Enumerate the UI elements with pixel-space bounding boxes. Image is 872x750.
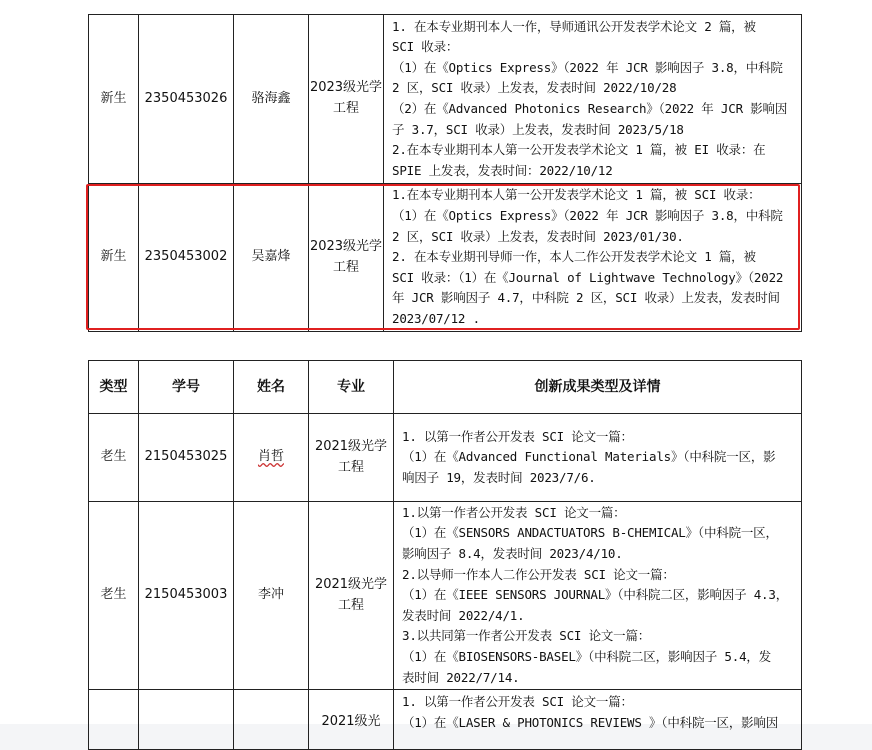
detail-line: 2023/07/12 . bbox=[392, 310, 480, 326]
header-name: 姓名 bbox=[234, 361, 309, 414]
name-text: 肖哲 bbox=[257, 449, 284, 465]
cell-type: 新生 bbox=[89, 184, 139, 332]
detail-line: 2.以导师一作本人二作公开发表 SCI 论文一篇： bbox=[402, 566, 675, 582]
table-row bbox=[89, 414, 802, 502]
cell-name bbox=[234, 414, 309, 502]
table-row bbox=[89, 690, 802, 750]
table-row bbox=[89, 184, 802, 332]
cell-name: 李冲 bbox=[234, 502, 309, 690]
detail-line: 2. 在本专业期刊导师一作，本人二作公开发表学术论文 1 篇，被 bbox=[392, 249, 756, 265]
cell-student-id bbox=[139, 690, 234, 750]
cell-major: 2023级光学工程 bbox=[309, 184, 384, 332]
cell-major: 2023级光学工程 bbox=[309, 15, 384, 184]
detail-line: （2）在《Advanced Photonics Research》（2022 年 JCR 影响因 bbox=[392, 101, 788, 116]
detail-line: 1. 在本专业期刊本人一作，导师通讯公开发表学术论文 2 篇，被 bbox=[392, 18, 756, 34]
header-type: 类型 bbox=[89, 361, 139, 414]
detail-line: （1）在《LASER & PHOTONICS REVIEWS 》（中科院一区，影响因 bbox=[402, 714, 779, 730]
detail-line: 2.在本专业期刊本人第一公开发表学术论文 1 篇，被 EI 收录：在 bbox=[392, 142, 766, 158]
cell-student-id: 2350453026 bbox=[139, 15, 234, 184]
cell-student-id: 2350453002 bbox=[139, 184, 234, 332]
cell-name bbox=[234, 690, 309, 750]
cell-student-id: 2150453025 bbox=[139, 414, 234, 502]
detail-line: （1）在《Optics Express》（2022 年 JCR 影响因子 3.8，中科院 bbox=[392, 208, 783, 224]
detail-line: SPIE 上发表，发表时间：2022/10/12 bbox=[392, 162, 613, 178]
table-header-row bbox=[89, 361, 802, 414]
achievements-table-new-students bbox=[88, 14, 802, 332]
header-student-id: 学号 bbox=[139, 361, 234, 414]
detail-line: （1）在《Optics Express》（2022 年 JCR 影响因子 3.8，中科院 bbox=[392, 59, 783, 75]
detail-line: 影响因子 8.4，发表时间 2023/4/10. bbox=[402, 546, 623, 562]
detail-line: 子 3.7，SCI 收录）上发表，发表时间 2023/5/18 bbox=[392, 121, 684, 137]
table-row bbox=[89, 15, 802, 184]
cell-type: 老生 bbox=[89, 502, 139, 690]
achievements-table-senior-students bbox=[88, 360, 802, 750]
header-details: 创新成果类型及详情 bbox=[394, 361, 802, 414]
cell-details bbox=[394, 502, 802, 690]
table-row bbox=[89, 502, 802, 690]
detail-line: （1）在《Advanced Functional Materials》（中科院一区，影 bbox=[402, 449, 776, 465]
cell-details bbox=[384, 15, 802, 184]
detail-line: 表时间 2022/7/14. bbox=[402, 669, 520, 685]
cell-name: 骆海鑫 bbox=[234, 15, 309, 184]
detail-line: （1）在《SENSORS ANDACTUATORS B-CHEMICAL》（中科院一区， bbox=[402, 525, 778, 541]
detail-line: SCI 收录：（1）在《Journal of Lightwave Technology》（2022 bbox=[392, 269, 784, 285]
detail-line: 响因子 19，发表时间 2023/7/6. bbox=[402, 469, 596, 485]
detail-line: 1.在本专业期刊本人第一公开发表学术论文 1 篇，被 SCI 收录： bbox=[392, 187, 761, 203]
detail-line: 发表时间 2022/4/1. bbox=[402, 607, 525, 623]
detail-line: 2 区，SCI 收录）上发表，发表时间 2023/01/30. bbox=[392, 228, 684, 244]
cell-type: 新生 bbox=[89, 15, 139, 184]
cell-type bbox=[89, 690, 139, 750]
detail-line: SCI 收录： bbox=[392, 39, 459, 55]
detail-line: （1）在《IEEE SENSORS JOURNAL》（中科院二区，影响因子 4.3， bbox=[402, 587, 788, 603]
cell-details bbox=[384, 184, 802, 332]
detail-line: 1. 以第一作者公开发表 SCI 论文一篇： bbox=[402, 694, 633, 709]
cell-details bbox=[394, 414, 802, 502]
cell-details bbox=[394, 690, 802, 750]
cell-type: 老生 bbox=[89, 414, 139, 502]
detail-line: 2 区，SCI 收录）上发表，发表时间 2022/10/28 bbox=[392, 80, 677, 96]
detail-line: 3.以共同第一作者公开发表 SCI 论文一篇： bbox=[402, 628, 651, 644]
detail-line: 1. 以第一作者公开发表 SCI 论文一篇： bbox=[402, 428, 633, 444]
detail-line: （1）在《BIOSENSORS-BASEL》（中科院二区，影响因子 5.4，发 bbox=[402, 648, 771, 664]
detail-line: 年 JCR 影响因子 4.7，中科院 2 区，SCI 收录）上发表，发表时间 bbox=[392, 290, 780, 306]
header-major: 专业 bbox=[309, 361, 394, 414]
cell-major: 2021级光 bbox=[309, 690, 394, 750]
detail-line: 1.以第一作者公开发表 SCI 论文一篇： bbox=[402, 504, 626, 520]
cell-major: 2021级光学工程 bbox=[309, 414, 394, 502]
cell-name: 吴嘉烽 bbox=[234, 184, 309, 332]
cell-major: 2021级光学工程 bbox=[309, 502, 394, 690]
cell-student-id: 2150453003 bbox=[139, 502, 234, 690]
